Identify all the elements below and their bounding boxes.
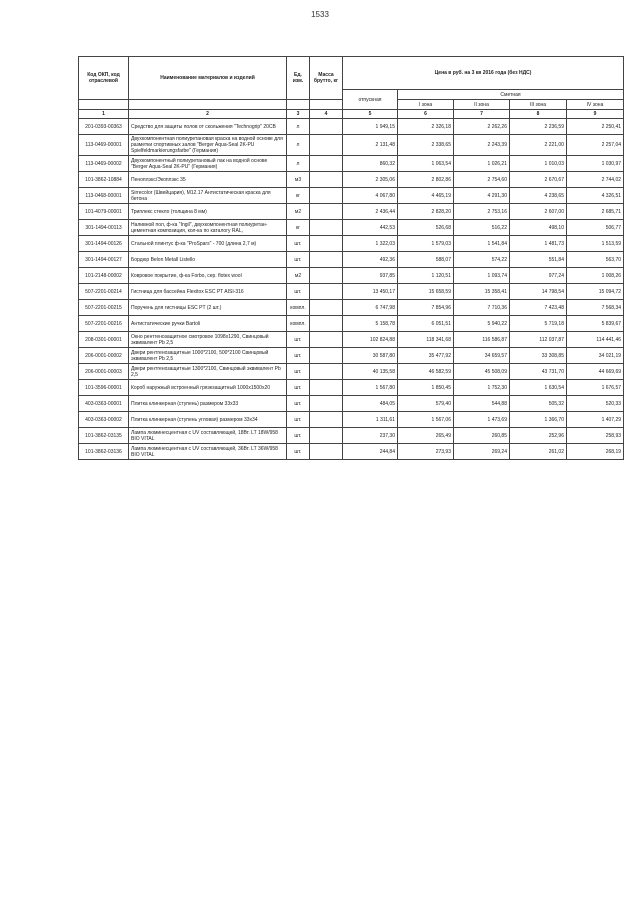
cell-zone4-price: 1 407,29 <box>567 412 624 428</box>
cell-mass <box>310 220 343 236</box>
cell-zone2-price: 2 243,39 <box>454 135 510 156</box>
cell-zone1-price: 1 567,06 <box>398 412 454 428</box>
cell-zone1-price: 588,07 <box>398 252 454 268</box>
table-row <box>79 252 624 268</box>
cell-name: Короб наружный встроенный грязезащитный 1000х1500х20 <box>129 380 287 396</box>
cell-mass <box>310 119 343 135</box>
table-row <box>79 188 624 204</box>
cell-zone1-price: 1 120,51 <box>398 268 454 284</box>
cell-zone1-price: 1 850,45 <box>398 380 454 396</box>
table-row <box>79 236 624 252</box>
price-table <box>78 56 624 460</box>
cell-release-price: 5 158,78 <box>343 316 398 332</box>
cell-zone3-price: 14 798,54 <box>510 284 567 300</box>
cell-zone1-price: 4 465,19 <box>398 188 454 204</box>
cell-zone4-price: 114 441,46 <box>567 332 624 348</box>
table-row <box>79 268 624 284</box>
cell-zone1-price: 579,40 <box>398 396 454 412</box>
cell-release-price: 860,32 <box>343 156 398 172</box>
cell-zone1-price: 2 802,86 <box>398 172 454 188</box>
cell-unit: компл. <box>287 316 310 332</box>
cell-name: Двери рентгенозащитные 1300*2100, Свинцовый эквивалент Pb 2,5 <box>129 364 287 380</box>
header-price-group: Цена в руб. на 3 кв 2016 года (без НДС) <box>343 57 624 90</box>
cell-code: 507-2201-00215 <box>79 300 129 316</box>
table-row <box>79 172 624 188</box>
cell-unit: шт. <box>287 284 310 300</box>
cell-zone2-price: 45 508,09 <box>454 364 510 380</box>
header-code: Код ОКП, код отраслевой <box>79 57 129 100</box>
cell-release-price: 492,36 <box>343 252 398 268</box>
cell-zone4-price: 34 021,19 <box>567 348 624 364</box>
cell-zone2-price: 1 093,74 <box>454 268 510 284</box>
cell-code: 507-2201-00214 <box>79 284 129 300</box>
cell-code: 101-3862-10884 <box>79 172 129 188</box>
cell-zone1-price: 526,68 <box>398 220 454 236</box>
cell-zone4-price: 520,33 <box>567 396 624 412</box>
cell-zone3-price: 2 670,67 <box>510 172 567 188</box>
cell-zone2-price: 116 586,87 <box>454 332 510 348</box>
cell-name: Двухкомпонентный полиуретановый лак на водной основе "Berger Aqua-Seal 2K-PU" (Германия) <box>129 156 287 172</box>
cell-release-price: 484,05 <box>343 396 398 412</box>
table-row <box>79 412 624 428</box>
cell-code: 101-4079-00001 <box>79 204 129 220</box>
cell-zone3-price: 1 630,54 <box>510 380 567 396</box>
cell-code: 101-3862-03136 <box>79 444 129 460</box>
cell-mass <box>310 380 343 396</box>
cell-name: Окно рентгенозащитное смотровое 1098х1290, Свинцовый эквивалент Pb 2,5 <box>129 332 287 348</box>
cell-code: 101-2148-00002 <box>79 268 129 284</box>
cell-zone1-price: 2 338,65 <box>398 135 454 156</box>
cell-zone4-price: 2 257,04 <box>567 135 624 156</box>
cell-unit: шт. <box>287 236 310 252</box>
header-code-filler <box>79 100 129 110</box>
cell-mass <box>310 332 343 348</box>
cell-zone3-price: 498,10 <box>510 220 567 236</box>
cell-code: 113-0468-00001 <box>79 188 129 204</box>
cell-release-price: 1 322,03 <box>343 236 398 252</box>
cell-mass <box>310 188 343 204</box>
cell-release-price: 2 436,44 <box>343 204 398 220</box>
cell-name: Ковровое покрытие, ф-ка Forbo, сер. flotex wool <box>129 268 287 284</box>
table-row <box>79 428 624 444</box>
table-row <box>79 332 624 348</box>
cell-mass <box>310 396 343 412</box>
cell-zone3-price: 7 423,48 <box>510 300 567 316</box>
cell-name: Гистница для бассейна Flexitox ESC PT AISI-316 <box>129 284 287 300</box>
cell-zone2-price: 15 358,41 <box>454 284 510 300</box>
cell-release-price: 13 450,17 <box>343 284 398 300</box>
cell-mass <box>310 172 343 188</box>
cell-zone2-price: 4 291,30 <box>454 188 510 204</box>
cell-name: Стальной плинтус ф-ка "ProSpars" - 700 (длина 2,7 м) <box>129 236 287 252</box>
cell-zone1-price: 265,49 <box>398 428 454 444</box>
cell-zone2-price: 2 753,16 <box>454 204 510 220</box>
table-body <box>79 119 624 460</box>
column-number: 4 <box>310 110 343 119</box>
table-row <box>79 444 624 460</box>
cell-zone2-price: 1 473,69 <box>454 412 510 428</box>
cell-zone1-price: 118 341,68 <box>398 332 454 348</box>
cell-zone4-price: 44 669,69 <box>567 364 624 380</box>
column-number: 3 <box>287 110 310 119</box>
cell-release-price: 1 311,61 <box>343 412 398 428</box>
cell-zone3-price: 33 308,85 <box>510 348 567 364</box>
cell-zone4-price: 563,70 <box>567 252 624 268</box>
table-row <box>79 380 624 396</box>
table-row <box>79 156 624 172</box>
column-number: 2 <box>129 110 287 119</box>
cell-name: Плитка клинкерная (ступень) размером 33х33 <box>129 396 287 412</box>
cell-unit: м3 <box>287 172 310 188</box>
cell-unit: шт. <box>287 396 310 412</box>
cell-unit: кг <box>287 220 310 236</box>
cell-zone3-price: 1 481,73 <box>510 236 567 252</box>
cell-code: 101-3596-00001 <box>79 380 129 396</box>
cell-mass <box>310 444 343 460</box>
cell-release-price: 1 949,15 <box>343 119 398 135</box>
cell-zone3-price: 252,96 <box>510 428 567 444</box>
cell-name: Лампа люминесцентная с UV составляющей, 36Вт. LT 36W/958 BIO VITAL <box>129 444 287 460</box>
cell-zone1-price: 1 579,03 <box>398 236 454 252</box>
cell-name: Бордюр Belon Metall Listello <box>129 252 287 268</box>
cell-zone4-price: 2 685,71 <box>567 204 624 220</box>
cell-zone1-price: 46 582,59 <box>398 364 454 380</box>
cell-name: Антистатические ручки Bartoli <box>129 316 287 332</box>
cell-zone3-price: 261,02 <box>510 444 567 460</box>
cell-zone4-price: 258,93 <box>567 428 624 444</box>
cell-mass <box>310 236 343 252</box>
column-number-row <box>79 110 624 119</box>
column-number: 6 <box>398 110 454 119</box>
cell-name: Sirrecolor (Швейцария), M12.17 Антистатическая краска для бетона <box>129 188 287 204</box>
cell-zone3-price: 1 010,03 <box>510 156 567 172</box>
cell-zone2-price: 574,22 <box>454 252 510 268</box>
column-number: 7 <box>454 110 510 119</box>
cell-zone4-price: 15 094,72 <box>567 284 624 300</box>
cell-mass <box>310 204 343 220</box>
cell-zone3-price: 2 236,59 <box>510 119 567 135</box>
cell-zone3-price: 505,32 <box>510 396 567 412</box>
cell-mass <box>310 316 343 332</box>
cell-code: 208-0301-00001 <box>79 332 129 348</box>
cell-unit: шт. <box>287 444 310 460</box>
cell-mass <box>310 284 343 300</box>
cell-zone1-price: 2 828,20 <box>398 204 454 220</box>
cell-code: 301-1494-00127 <box>79 252 129 268</box>
cell-unit: компл. <box>287 300 310 316</box>
cell-zone4-price: 2 744,02 <box>567 172 624 188</box>
cell-code: 101-3862-03135 <box>79 428 129 444</box>
cell-zone1-price: 35 477,92 <box>398 348 454 364</box>
header-estimate: Сметная <box>398 90 624 100</box>
cell-zone4-price: 1 513,59 <box>567 236 624 252</box>
cell-zone3-price: 2 607,00 <box>510 204 567 220</box>
header-unit: Ед. изм. <box>287 57 310 100</box>
cell-zone4-price: 1 030,97 <box>567 156 624 172</box>
cell-zone2-price: 1 752,30 <box>454 380 510 396</box>
table-row <box>79 220 624 236</box>
cell-release-price: 237,30 <box>343 428 398 444</box>
cell-zone2-price: 260,85 <box>454 428 510 444</box>
cell-mass <box>310 252 343 268</box>
cell-zone4-price: 1 008,26 <box>567 268 624 284</box>
cell-release-price: 30 587,80 <box>343 348 398 364</box>
cell-release-price: 2 131,48 <box>343 135 398 156</box>
column-number: 1 <box>79 110 129 119</box>
cell-unit: кг <box>287 188 310 204</box>
cell-unit: шт. <box>287 380 310 396</box>
cell-mass <box>310 428 343 444</box>
cell-name: Двери рентгенозащитные 1000*2100, 500*2100 Свинцовый эквивалент Pb 2,5 <box>129 348 287 364</box>
cell-name: Поручень для гистницы ESC PT (2 шт.) <box>129 300 287 316</box>
table-row <box>79 284 624 300</box>
table-row <box>79 300 624 316</box>
cell-unit: м2 <box>287 268 310 284</box>
cell-code: 301-1494-00126 <box>79 236 129 252</box>
cell-release-price: 40 135,58 <box>343 364 398 380</box>
cell-release-price: 1 567,80 <box>343 380 398 396</box>
header-zone1: I зона <box>398 100 454 110</box>
cell-unit: шт. <box>287 428 310 444</box>
cell-unit: шт. <box>287 332 310 348</box>
header-name: Наименование материалов и изделий <box>129 57 287 100</box>
cell-mass <box>310 135 343 156</box>
cell-name: Плитка клинкерная (ступень угловая) размером 33х34 <box>129 412 287 428</box>
header-mass: Масса брутто, кг <box>310 57 343 100</box>
cell-mass <box>310 412 343 428</box>
column-number: 5 <box>343 110 398 119</box>
cell-release-price: 442,53 <box>343 220 398 236</box>
header-zone3: III зона <box>510 100 567 110</box>
cell-unit: шт. <box>287 348 310 364</box>
cell-zone3-price: 2 221,00 <box>510 135 567 156</box>
column-number: 9 <box>567 110 624 119</box>
cell-zone3-price: 551,84 <box>510 252 567 268</box>
cell-unit: м2 <box>287 204 310 220</box>
cell-zone4-price: 5 839,67 <box>567 316 624 332</box>
cell-zone1-price: 7 854,96 <box>398 300 454 316</box>
cell-release-price: 937,85 <box>343 268 398 284</box>
cell-zone1-price: 2 326,18 <box>398 119 454 135</box>
cell-mass <box>310 348 343 364</box>
cell-zone4-price: 4 326,51 <box>567 188 624 204</box>
cell-zone2-price: 544,88 <box>454 396 510 412</box>
header-unit-filler <box>287 100 310 110</box>
cell-zone1-price: 6 051,51 <box>398 316 454 332</box>
cell-unit: шт. <box>287 252 310 268</box>
cell-code: 113-0469-00002 <box>79 156 129 172</box>
cell-code: 301-1494-00113 <box>79 220 129 236</box>
cell-zone1-price: 15 658,59 <box>398 284 454 300</box>
cell-release-price: 102 824,88 <box>343 332 398 348</box>
cell-mass <box>310 364 343 380</box>
cell-code: 403-0363-00002 <box>79 412 129 428</box>
cell-release-price: 244,84 <box>343 444 398 460</box>
cell-zone2-price: 5 940,22 <box>454 316 510 332</box>
cell-name: Средство для защиты полов от скольжения "Technogrip" 20СВ <box>129 119 287 135</box>
cell-zone4-price: 7 568,34 <box>567 300 624 316</box>
cell-unit: шт. <box>287 364 310 380</box>
cell-name: Лампа люминесцентная с UV составляющей, 18Вт. LT 18W/958 BIO VITAL <box>129 428 287 444</box>
cell-zone1-price: 273,93 <box>398 444 454 460</box>
cell-code: 201-0393-00363 <box>79 119 129 135</box>
table-row <box>79 364 624 380</box>
cell-zone3-price: 112 037,87 <box>510 332 567 348</box>
cell-zone2-price: 516,22 <box>454 220 510 236</box>
header-mass-filler <box>310 100 343 110</box>
cell-zone4-price: 1 676,57 <box>567 380 624 396</box>
cell-code: 206-0001-00002 <box>79 348 129 364</box>
cell-name: Пеноплэкс/Экоплэкс 35 <box>129 172 287 188</box>
cell-zone3-price: 977,24 <box>510 268 567 284</box>
cell-zone2-price: 2 754,60 <box>454 172 510 188</box>
table-row <box>79 135 624 156</box>
cell-release-price: 2 305,06 <box>343 172 398 188</box>
cell-zone3-price: 1 366,70 <box>510 412 567 428</box>
cell-zone2-price: 1 026,21 <box>454 156 510 172</box>
cell-zone2-price: 7 710,36 <box>454 300 510 316</box>
cell-zone3-price: 5 719,18 <box>510 316 567 332</box>
cell-mass <box>310 268 343 284</box>
cell-mass <box>310 156 343 172</box>
header-zone2: II зона <box>454 100 510 110</box>
cell-name: Двухкомпонентная полиуретановая краска на водной основе для разметки спортивных залов "Berger Aqua-Seal 2K-PU Spielfeldmarkierungsfarbe" (Германия) <box>129 135 287 156</box>
column-number: 8 <box>510 110 567 119</box>
cell-zone3-price: 43 731,70 <box>510 364 567 380</box>
cell-zone2-price: 2 262,26 <box>454 119 510 135</box>
cell-code: 403-0363-00001 <box>79 396 129 412</box>
cell-zone4-price: 2 250,41 <box>567 119 624 135</box>
cell-unit: л <box>287 156 310 172</box>
cell-release-price: 6 747,98 <box>343 300 398 316</box>
cell-code: 113-0469-00001 <box>79 135 129 156</box>
cell-name: Триплекс стекло (толщина 8 мм) <box>129 204 287 220</box>
table-row <box>79 204 624 220</box>
cell-zone2-price: 34 659,57 <box>454 348 510 364</box>
cell-zone1-price: 1 063,54 <box>398 156 454 172</box>
cell-name: Наливной пол, ф-ка "Ingil", двухкомпонентная полиуретан-цементная композиция, кол-ка по каталогу RAL, <box>129 220 287 236</box>
table-row <box>79 119 624 135</box>
cell-zone4-price: 268,19 <box>567 444 624 460</box>
cell-code: 507-2201-00216 <box>79 316 129 332</box>
table-row <box>79 348 624 364</box>
header-name-filler <box>129 100 287 110</box>
cell-code: 206-0001-00003 <box>79 364 129 380</box>
table-row <box>79 316 624 332</box>
cell-unit: л <box>287 119 310 135</box>
header-zone4: IV зона <box>567 100 624 110</box>
header-release: отпускная <box>343 90 398 110</box>
page-number: 1533 <box>311 10 329 19</box>
table-row <box>79 396 624 412</box>
cell-mass <box>310 300 343 316</box>
cell-zone3-price: 4 238,65 <box>510 188 567 204</box>
cell-zone2-price: 1 541,84 <box>454 236 510 252</box>
cell-unit: л <box>287 135 310 156</box>
cell-zone4-price: 506,77 <box>567 220 624 236</box>
cell-unit: шт. <box>287 412 310 428</box>
cell-zone2-price: 269,24 <box>454 444 510 460</box>
cell-release-price: 4 067,80 <box>343 188 398 204</box>
